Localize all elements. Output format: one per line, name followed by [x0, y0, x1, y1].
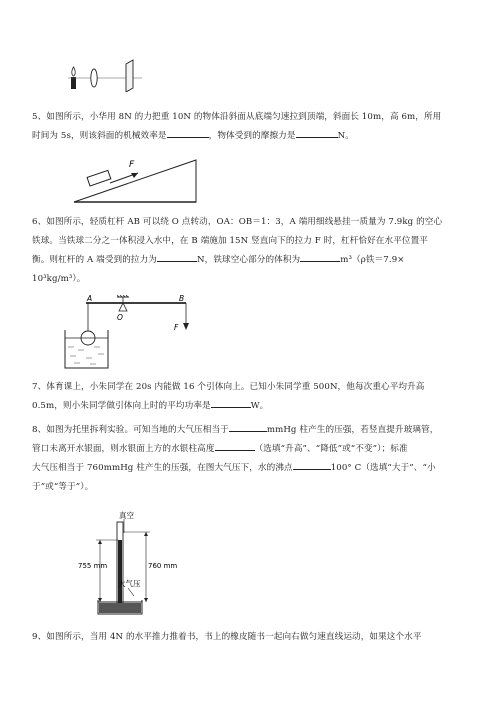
- pull-force-blank[interactable]: [157, 251, 197, 262]
- q5-force-label: F: [129, 160, 135, 170]
- q7-line2: 0.5m，则小朱同学做引体向上时的平均功率是 W。: [32, 397, 477, 416]
- boiling-point-blank[interactable]: [293, 459, 331, 470]
- torricelli-figure: [78, 510, 198, 618]
- vacuum-label: 真空: [119, 511, 134, 520]
- lever-label-a: A: [87, 294, 93, 303]
- hollow-volume-blank[interactable]: [300, 251, 340, 262]
- efficiency-blank[interactable]: [167, 127, 209, 138]
- q8-line2: 管口未离开水银面，则水银面上方的水银柱高度 （选填“升高”、“降低”或“不变”）；标准: [32, 440, 477, 459]
- question-8: [32, 421, 477, 497]
- atmosphere-label: 大气压: [118, 579, 141, 588]
- q5-line2: 时间为 5s，则该斜面的机械效率是 ，物体受到的摩擦力是 N。: [32, 127, 477, 146]
- lever-label-o: O: [117, 313, 123, 322]
- lever-figure: [50, 292, 200, 372]
- power-blank[interactable]: [211, 397, 251, 408]
- q6-line2: 铁球。当铁球二分之一体积浸入水中，在 B 端施加 15N 竖直向下的拉力 F 时，杠杆恰好在水平位置平: [32, 236, 428, 246]
- q8-line1: 8、如图为托里拆利实验。可知当地的大气压相当于 mmHg 柱产生的压强，若竖直提升玻璃管，: [32, 421, 477, 440]
- q6-line1: 6、如图所示，轻质杠杆 AB 可以绕 O 点转动，OA：OB＝1：3，A 端用细线悬挂一质量为 7.9kg 的空心: [32, 217, 443, 227]
- q7-line1: 7、体育课上，小朱同学在 20s 内能做 16 个引体向上。已知小朱同学重 500N，他每次重心平均升高: [32, 382, 425, 392]
- q6-line4: 10³kg/m³）。: [32, 274, 86, 284]
- height-change-blank[interactable]: [215, 440, 255, 451]
- incline-figure: [72, 158, 200, 206]
- q8-line4: 于”或“等于”）。: [32, 482, 94, 492]
- pressure-blank[interactable]: [229, 421, 267, 432]
- q8-line3: 大气压相当于 760mmHg 柱产生的压强，在图大气压下，水的沸点 100° C（选填“大于”、“小: [32, 459, 477, 478]
- lens-experiment-figure: [66, 58, 146, 92]
- q6-line3: 衡。则杠杆的 A 端受到的拉力为 N，铁球空心部分的体积为 m³（ρ铁＝7.9×: [32, 251, 477, 270]
- height-755-label: 755 mm: [78, 562, 108, 570]
- lever-label-b: B: [179, 294, 185, 303]
- height-760-label: 760 mm: [148, 562, 178, 570]
- friction-blank[interactable]: [296, 127, 338, 138]
- question-6: [32, 213, 477, 289]
- q9-line1: 9、如图所示，当用 4N 的水平推力推着书，书上的橡皮随书一起向右做匀速直线运动，如果这个水平: [32, 632, 422, 642]
- question-5: [32, 108, 477, 146]
- q5-line1: 5、如图所示，小华用 8N 的力把重 10N 的物体沿斜面从底端匀速拉到顶端，斜面长 10m，高 6m，所用: [32, 112, 442, 122]
- question-9: [32, 628, 477, 647]
- question-7: [32, 378, 477, 416]
- lever-label-f: F: [174, 323, 179, 332]
